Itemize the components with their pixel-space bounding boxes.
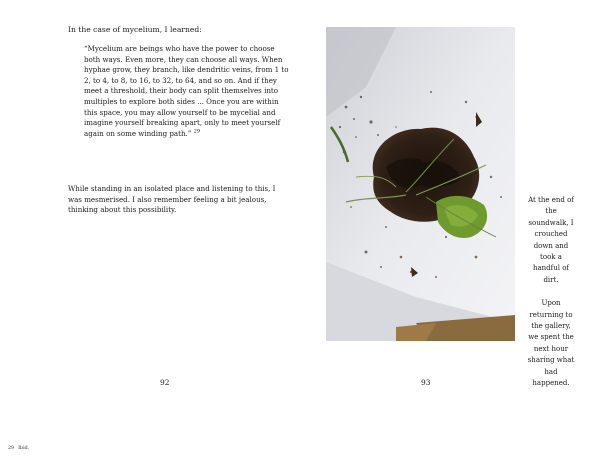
soil-photo-illustration xyxy=(326,27,515,341)
footnote-number: 29 xyxy=(8,446,15,451)
page-number-left: 92 xyxy=(160,378,170,387)
soil-photo xyxy=(326,27,515,341)
quote-text: “Mycelium are beings who have the power to choose both ways. Even more, they can choose all ways. When hyphae grow, they branch, like dendritic veins, from 1 to 2, to 4, to 8, to 16, to 32, to 64, and so on. And if they meet a threshold, their body can split themselves into multiples to explore both sides ... Once you are within this space, you may allow yourself to be mycelial and imagine yourself breaking apart, only to meet yourself again on some winding path.” xyxy=(84,44,289,138)
side-note xyxy=(526,195,576,390)
body-paragraph: While standing in an isolated place and listening to this, I was mesmerised. I also remember feeling a bit jealous, thinking about this possibility. xyxy=(68,184,276,215)
footnote xyxy=(8,446,29,451)
intro-line: In the case of mycelium, I learned: xyxy=(68,25,202,34)
block-quote xyxy=(84,44,290,139)
page-number-right: 93 xyxy=(421,378,431,387)
footnote-ref: 29 xyxy=(193,128,201,135)
right-page xyxy=(300,0,600,460)
side-note-second: Upon returning to the gallery, we spent the next hour sharing what had happened. xyxy=(527,299,575,388)
footnote-text: Ibid. xyxy=(18,446,30,451)
side-note-gap xyxy=(526,286,576,298)
side-note-first: At the end of the soundwalk, I crouched down and took a handful of dirt. xyxy=(528,196,574,284)
